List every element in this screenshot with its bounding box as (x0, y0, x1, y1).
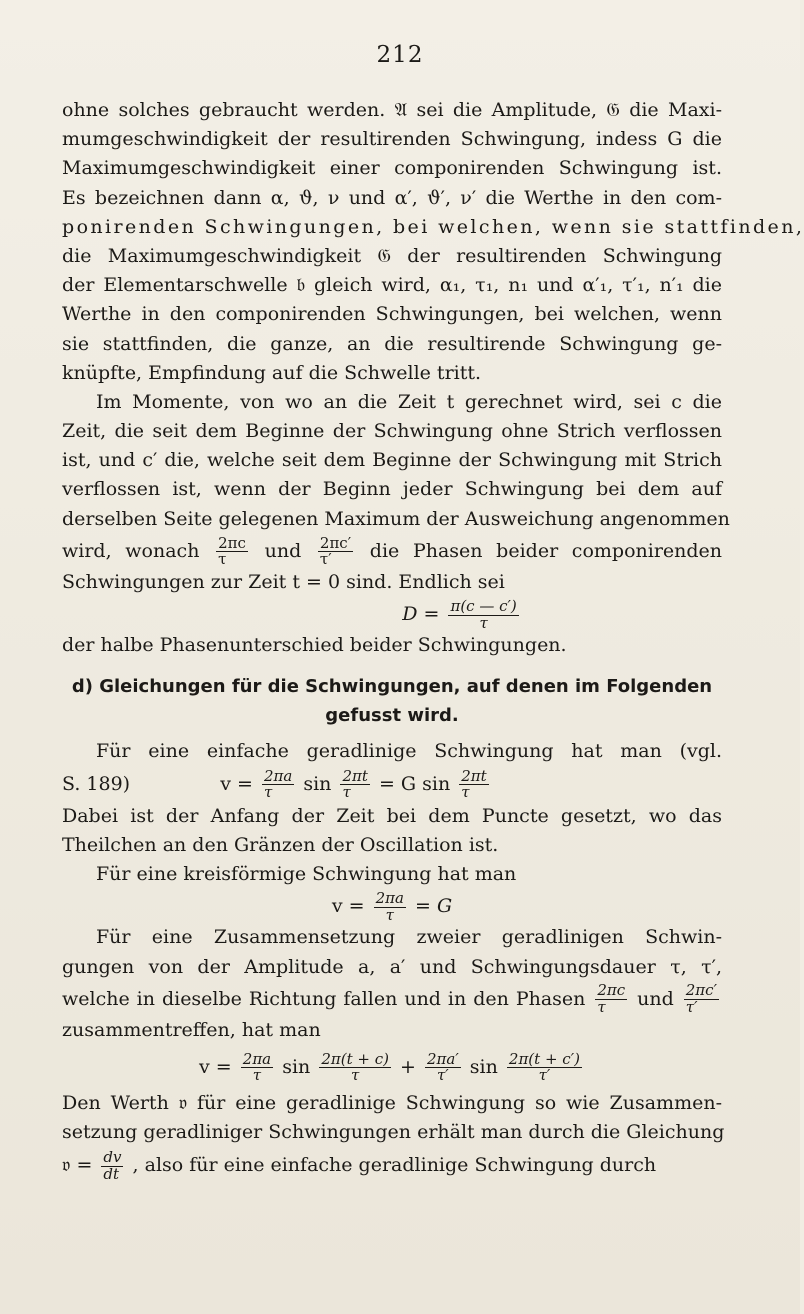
text-line: der halbe Phasenunterschied beider Schwingungen. (62, 634, 567, 656)
fraction (459, 766, 488, 802)
sin-operator: sin (303, 772, 332, 795)
fraction (241, 1049, 273, 1085)
text-line: Für eine Zusammensetzung zweier geradlinigen Schwin- (96, 926, 722, 949)
text-run: die Phasen beider componirenden (369, 539, 723, 562)
text-run: welche in dieselbe Richtung fallen und in den Phasen (62, 987, 586, 1010)
fraction-numerator: 2πc (218, 533, 246, 552)
text-line: Theilchen an den Gränzen der Oscillation ist. (62, 833, 499, 856)
fraction-denominator: τ (350, 1066, 360, 1085)
fraction-denominator: τ′ (319, 550, 332, 569)
text-line: Für eine kreisförmige Schwingung hat man (96, 863, 517, 886)
fraction-denominator: τ (461, 783, 470, 802)
fraction-denominator: dt (103, 1164, 120, 1183)
fraction-denominator: τ (597, 998, 606, 1017)
text-line: Es bezeichnen dann α, ϑ, ν und α′, ϑ′, ν′ die Werthe in den com- (62, 186, 722, 209)
plus-operator: + (400, 1055, 416, 1078)
section-heading-cont: gefusst wird. (325, 705, 459, 727)
text-line: Werthe in den componirenden Schwingungen, bei welchen, wenn (62, 303, 722, 326)
fraction-denominator: τ (263, 783, 273, 802)
paragraph-1 (62, 96, 804, 388)
equation-lhs: v = (199, 1055, 232, 1078)
sin-operator: sin (469, 1055, 498, 1078)
fraction-numerator: dv (103, 1148, 122, 1167)
text-line: Dabei ist der Anfang der Zeit bei dem Puncte gesetzt, wo das (62, 804, 722, 827)
text-line-with-equation (62, 766, 722, 802)
fraction-numerator: 2πc (597, 981, 626, 1000)
text-line: mumgeschwindigkeit der resultirenden Schwingung, indess G die (62, 128, 722, 151)
text-line: Schwingungen zur Zeit t = 0 sind. Endlich sei (62, 570, 505, 593)
fraction-numerator: 2π(t + c′) (508, 1049, 580, 1068)
fraction-denominator: τ′ (685, 998, 698, 1017)
fraction (216, 533, 248, 569)
body-text (62, 96, 804, 1183)
fraction-denominator: τ (218, 550, 227, 569)
text-line-with-fraction (62, 1147, 722, 1183)
fraction (318, 533, 353, 569)
equation-composition (62, 1045, 722, 1089)
fraction (507, 1049, 582, 1085)
text-run: , also für eine einfache geradlinige Schwingung durch (132, 1154, 657, 1177)
fraction-denominator: τ (252, 1066, 262, 1085)
fraction-numerator: 2πt (461, 766, 487, 785)
fraction-numerator: 2π(t + c) (321, 1049, 389, 1068)
fraction-numerator: π(c — c′) (450, 596, 517, 615)
fraction (374, 891, 406, 924)
text-line: Für eine einfache geradlinige Schwingung hat man (vgl. (96, 739, 722, 762)
equation-D (62, 597, 722, 631)
fraction (262, 766, 294, 802)
text-line: Maximumgeschwindigkeit einer componirenden Schwingung ist. (62, 157, 722, 180)
text-line: derselben Seite gelegenen Maximum der Ausweichung angenommen (62, 507, 730, 530)
fraction-denominator: τ (342, 783, 351, 802)
text-line: die Maximumgeschwindigkeit 𝔊 der resultirenden Schwingung (62, 244, 722, 267)
paragraph-3 (62, 737, 722, 861)
page-reference: S. 189) (62, 772, 131, 795)
fraction-denominator: τ (479, 613, 488, 632)
text-line: der Elementarschwelle 𝔟 gleich wird, α₁, τ₁, n₁ und α′₁, τ′₁, n′₁ die (62, 274, 722, 297)
page-number: 212 (376, 42, 424, 68)
fraction-numerator: 2πc′ (685, 981, 717, 1000)
fraction-numerator: 2πt (342, 766, 368, 785)
fraction (448, 596, 518, 632)
text-line-with-fractions (62, 982, 722, 1016)
text-line: knüpfte, Empfindung auf die Schwelle tritt. (62, 361, 482, 384)
fraction (340, 766, 369, 802)
fraction (595, 983, 627, 1016)
equation-lhs: v = (331, 895, 365, 918)
equation-lhs: D = (402, 603, 440, 625)
section-heading: d) Gleichungen für die Schwingungen, auf denen im Folgenden (71, 676, 713, 698)
text-line: ist, und c′ die, welche seit dem Beginne der Schwingung mit Strich (62, 449, 722, 472)
fraction-numerator: 2πa (242, 1049, 272, 1068)
fraction-numerator: 2πa (263, 766, 293, 785)
text-line: verflossen ist, wenn der Beginn jeder Schwingung bei dem auf (62, 478, 722, 501)
text-line: zusammentreffen, hat man (62, 1018, 321, 1041)
text-line: Den Werth 𝔳 für eine geradlinige Schwingung so wie Zusammen- (62, 1091, 722, 1114)
text-line: gungen von der Amplitude a, a′ und Schwingungsdauer τ, τ′, (62, 955, 722, 978)
text-run: 𝔳 = (62, 1154, 93, 1177)
text-line: ohne solches gebraucht werden. 𝔄 sei die Amplitude, 𝔊 die Maxi- (62, 99, 722, 121)
fraction-denominator: τ′ (436, 1066, 449, 1085)
text-line-with-fractions (62, 534, 722, 568)
equation-lhs: v = (220, 772, 253, 795)
text-line: ponirenden Schwingungen, bei welchen, wenn sie stattfinden, (62, 215, 804, 238)
fraction-denominator: τ (385, 905, 394, 924)
text-line: sie stattfinden, die ganze, an die resultirende Schwingung ge- (62, 332, 722, 355)
paragraph-4 (62, 860, 722, 923)
fraction (101, 1150, 123, 1183)
paragraph-2 (62, 388, 730, 660)
text-line: Zeit, die seit dem Beginne der Schwingung ohne Strich verflossen (62, 420, 722, 443)
fraction (684, 983, 719, 1016)
text-line: setzung geradliniger Schwingungen erhält man durch die Gleichung (62, 1121, 725, 1144)
fraction-numerator: 2πc′ (319, 533, 352, 552)
paragraph-5 (62, 923, 722, 1089)
fraction (319, 1049, 391, 1085)
text-run: wird, wonach (62, 539, 200, 562)
text-line: Im Momente, von wo an die Zeit t gerechnet wird, sei c die (96, 390, 722, 413)
equation-circular (62, 889, 722, 923)
fraction-denominator: τ′ (538, 1066, 551, 1085)
paragraph-6 (62, 1089, 725, 1183)
sin-operator: sin (282, 1055, 311, 1078)
fraction-numerator: 2πa′ (426, 1049, 459, 1068)
fraction (425, 1049, 461, 1085)
equation-middle: = G sin (378, 772, 451, 795)
text-run: und (264, 539, 302, 562)
text-run: und (637, 987, 674, 1010)
equation-rhs: = G (415, 895, 453, 918)
fraction-numerator: 2πa (375, 889, 404, 908)
